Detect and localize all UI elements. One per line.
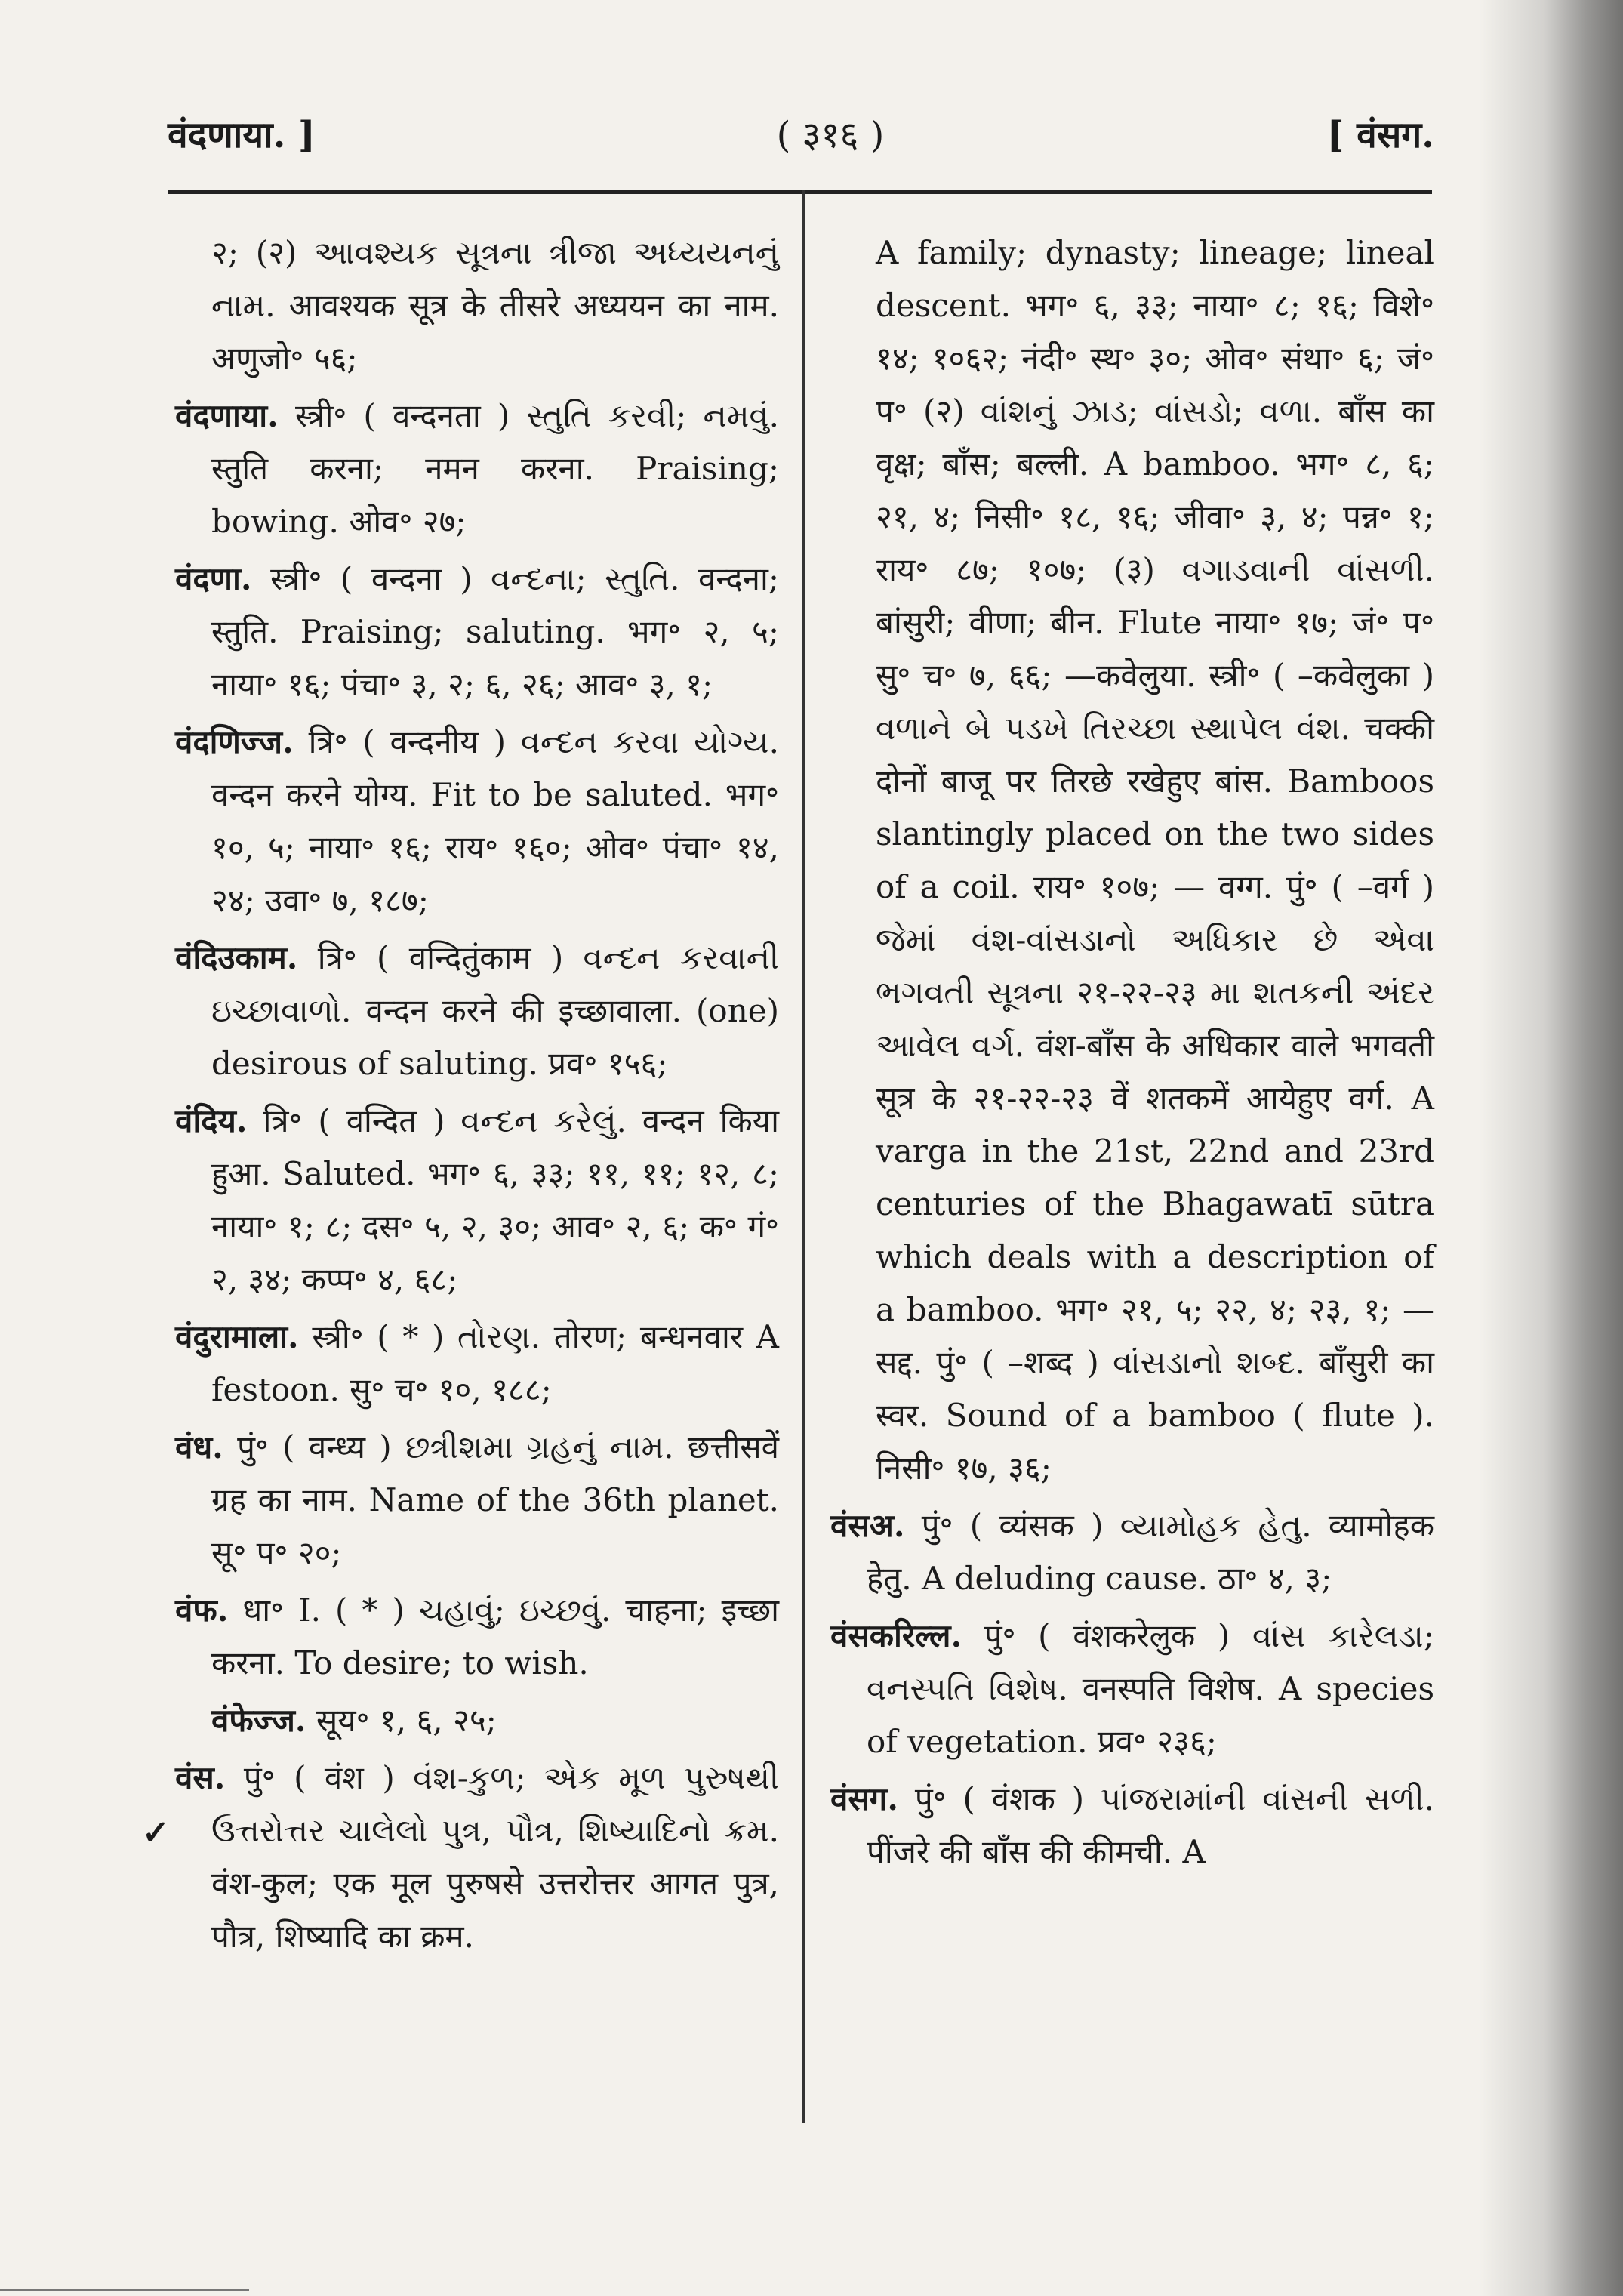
entry-headword: वंफेज्ज. (211, 1702, 306, 1739)
dictionary-entry (175, 716, 779, 927)
entry-text: धा॰ I. ( * ) ચહાવું; ઇચ્છવું. चाहना; इच्छा करना. To desire; to wish. (211, 1592, 779, 1681)
dictionary-entry (175, 390, 779, 548)
page-edge-shadow (1480, 0, 1623, 2296)
entry-text: स्त्री॰ ( * ) તોરણ. तोरण; बन्धनवार A festoon. सु॰ च॰ १०, १८८; (211, 1318, 779, 1408)
dictionary-entry (830, 1610, 1434, 1768)
dictionary-entry (175, 1311, 779, 1416)
entry-text: त्रि॰ ( वन्दित ) વન્દન કરેલું. वन्दन किया हुआ. Saluted. भग॰ ६, ३३; ११, ११; १२, ८; नाया॰ १; ८; दस॰ ५, २, ३०; आव॰ २, ६; क॰ गं॰ २, ३४; कप्प॰ ४, ६८; (211, 1102, 780, 1298)
entry-text: A family; dynasty; lineage; lineal descent. भग॰ ६, ३३; नाया॰ ८; १६; विशे॰ १४; १०६२; नंदी॰ स्थ॰ ३०; ओव॰ संथा॰ ६; जं॰ प॰ (२) વાંશનું ઝાડ; વાંસડો; વળા. बाँस का वृक्ष; बाँस; बल्ली. A bamboo. भग॰ ८, ६; २१, ४; निसी॰ १८, १६; जीवा॰ ३, ४; पन्न॰ १; राय॰ ८७; १०७; (३) વગાડવાની વાંસળી. बांसुरी; वीणा; बीन. Flute नाया॰ १७; जं॰ प॰ सु॰ च॰ ७, ६६; —कवेलुया. स्त्री॰ ( –कवेलुका ) વળાને બે પડખે તિરચ્છા સ્થાપેલ વંશ. चक्की दोनों बाजू पर तिरछे रखेहुए बांस. Bamboos slantingly placed on the two sides of a coil. राय॰ १०७; — वग्ग. पुं॰ ( –वर्ग ) જેમાં વંશ-વાંસડાનો અધિકાર છે એવા ભગવતી સૂત્રના २१-२२-२३ મા શતકની અંદર આવેલ વર્ગ. वंश-बाँस के अधिकार वाले भगवती सूत्र के २१-२२-२३ वें शतकमें आयेहुए वर्ग. A varga in the 21st, 22nd and 23rd centuries of the Bhagawatī sūtra which deals with a description of a bamboo. भग॰ २१, ५; २२, ४; २३, १; —सद्द. पुं॰ ( –शब्द ) વાંસડાનો શબ્દ. बाँसुरी का स्वर. Sound of a bamboo ( flute ). निसी॰ १७, ३६; (876, 234, 1434, 1487)
entry-text: स्त्री॰ ( वन्दना ) વન્દના; સ્તુતિ. वन्दना; स्तुति. Praising; saluting. भग॰ २, ५; नाया॰ १६; पंचा॰ ३, २; ६, २६; आव॰ ३, १; (211, 560, 779, 703)
entry-headword: वंसग. (830, 1780, 899, 1817)
page-number: ( ३१६ ) (776, 114, 885, 156)
header-right-guideword: [ वंसग. (1326, 114, 1434, 156)
dictionary-entry (175, 1421, 779, 1579)
dictionary-entry (175, 1752, 779, 1963)
entry-text: सूय॰ १, ६, २५; (316, 1702, 497, 1739)
dictionary-entry (175, 227, 779, 385)
header-rule (168, 190, 1432, 194)
dictionary-entry (175, 1095, 779, 1306)
entry-text: त्रि॰ ( वन्दनीय ) વન્દન કરવા યોગ્ય. वन्दन करने योग्य. Fit to be saluted. भग॰ १०, ५; नाया॰ १६; राय॰ १६०; ओव॰ पंचा॰ १४, २४; उवा॰ ७, १८७; (211, 723, 780, 919)
header-left-guideword: वंदणाया. ] (168, 114, 316, 156)
entry-text: पुं॰ ( व्यंसक ) વ્યામોહક હેતુ. व्यामोहक हेतु. A deluding cause. ठा॰ ४, ३; (867, 1507, 1434, 1597)
entry-headword: वंफ. (175, 1592, 229, 1629)
entry-text: पुं॰ ( वंश ) વંશ-કુળ; એક મૂળ પુરુષથી ઉત્તરોત્તર ચાલેલો પુત્ર, પૌત્ર, શિષ્યાદિનો ક્રમ. वंश-कुल; एक मूल पुरुषसे उत्तरोत्तर आगत पुत्र, पौत्र, शिष्यादि का क्रम. (211, 1759, 780, 1955)
dictionary-entry (175, 553, 779, 711)
right-column (830, 227, 1434, 1883)
entry-headword: वंसअ. (830, 1507, 905, 1544)
entry-text: पुं॰ ( वन्ध्य ) છત્રીશમા ગ્રહનું નામ. छत्तीसवें ग्रह का नाम. Name of the 36th planet. सू॰ प॰ २०; (211, 1428, 779, 1571)
entry-headword: वंदिय. (175, 1102, 248, 1139)
entry-headword: वंदुरामाला. (175, 1318, 299, 1355)
entry-headword: वंदणा. (175, 560, 252, 597)
column-divider (802, 190, 805, 2123)
entry-text: पुं॰ ( वंशकरेलुक ) વાંસ કારેલડા; વનસ્પતિ વિશેષ. वनस्पति विशेष. A species of vegetation. प्रव॰ २३६; (867, 1617, 1434, 1760)
entry-text: २; (२) આવશ્યક સૂત્રના ત્રીજા અધ્યયનનું નામ. आवश्यक सूत्र के तीसरे अध्ययन का नाम. अणुजो॰ ५६; (211, 234, 779, 377)
entry-headword: वंसकरिल्ल. (830, 1617, 962, 1654)
entry-headword: वंदिउकाम. (175, 939, 298, 976)
entry-text: त्रि॰ ( वन्दितुंकाम ) વન્દન કરવાની ઇચ્છાવાળો. वन्दन करने की इच्छावाला. (one) desirous of saluting. प्रव॰ १५६; (211, 939, 779, 1082)
dictionary-entry (175, 932, 779, 1090)
entry-headword: वंस. (175, 1759, 226, 1796)
dictionary-entry (175, 1694, 779, 1747)
entry-text: पुं॰ ( वंशक ) પાંજરામાંની વાંસની સળી. पींजरे की बाँस की कीमची. A (867, 1780, 1434, 1870)
dictionary-entry (830, 227, 1434, 1495)
entry-headword: वंदणाया. (175, 397, 279, 434)
entry-headword: वंदणिज्ज. (175, 723, 294, 760)
dictionary-entry (830, 1499, 1434, 1605)
dictionary-entry (830, 1773, 1434, 1878)
entry-text: स्त्री॰ ( वन्दनता ) સ્તુતિ કરવી; નમવું. स्तुति करना; नमन करना. Praising; bowing. ओव॰ २७; (211, 397, 779, 540)
bottom-edge-line (0, 2289, 249, 2291)
entry-headword: वंध. (175, 1428, 223, 1465)
left-column (175, 227, 779, 1968)
margin-tick-mark: ✓ (142, 1814, 170, 1852)
dictionary-entry (175, 1584, 779, 1690)
